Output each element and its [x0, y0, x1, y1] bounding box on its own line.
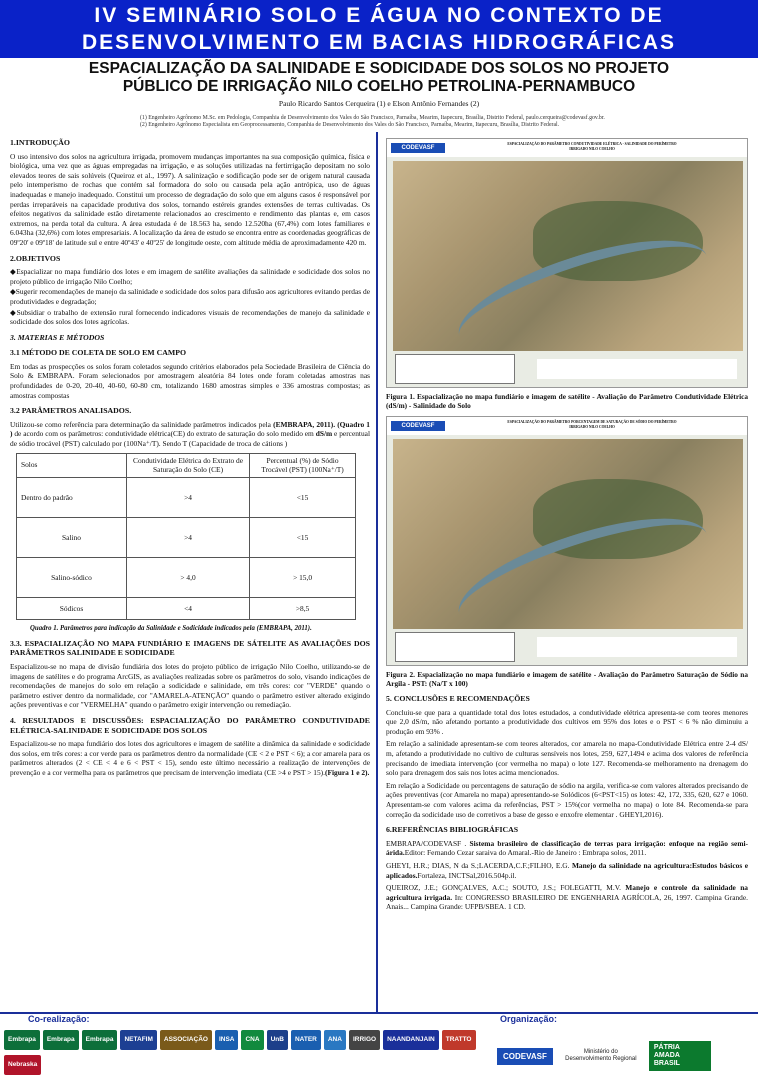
naandanjain-logo: NAANDANJAIN	[383, 1030, 439, 1050]
table-row	[17, 517, 356, 557]
reference-2	[386, 861, 748, 880]
table-header: Condutividade Elétrica do Extrato de Saturação do Solo (CE)	[127, 453, 250, 477]
table-row	[17, 477, 356, 517]
methods-text1: Em todas as prospecções os solos foram coletados segundo critérios elaborados pela Sociedade Brasileira de Ciência do Solo & EMBRAPA. Foram selecionados por amostragem aleatória 84 lotes onde foram coletadas amostras nas profundidades de 0-20, 20-40, 40-60, 60-80 cm, totalizando 1680 amostras simples e 336 amostras compostas; as amostras compostas	[10, 361, 370, 400]
intro-heading: 1.INTRODUÇÃO	[10, 138, 70, 147]
title-line-1: ESPACIALIZAÇÃO DA SALINIDADE E SODICIDADE DOS SOLOS NO PROJETO	[88, 60, 670, 77]
left-column	[10, 132, 370, 781]
embrapa-logo: Embrapa	[43, 1030, 79, 1050]
authors: Paulo Ricardo Santos Cerqueira (1) e Elson Antônio Fernandes (2)	[278, 99, 480, 108]
text-span: de acordo com os parâmetros: condutividade elétrica(CE) do extrato de saturação do solo medido em	[12, 429, 316, 439]
objective-item: ◆Subsidiar o trabalho de extensão rural fornecendo indicadores visuais de recomendações de manejo da salinidade e sodicidade dos solos dos lotes agrícolas.	[10, 307, 370, 327]
table-cell: >4	[127, 517, 250, 557]
references-heading: 6.REFERÊNCIAS BIBLIOGRÁFICAS	[386, 825, 519, 835]
text-span: Editor: Fernando Cezar saraiva do Amaral.-Rio de Janeiro : Embrapa solos, 2011.	[404, 848, 647, 858]
text-span: In: CONGRESSO BRASILEIRO DE ENGENHARIA AGRÍCOLA, 26, 1997. Campina Grande. Anais... Campina Grande: UFPB/SBEA. 1 CD.	[386, 892, 749, 912]
section33-text: Espacializou-se no mapa de divisão fundiária dos lotes do projeto público de irrigação Nilo Coelho, utilizando-se de imagens de satélites e do programa ArcGIS, as avaliações realizadas sobre os parâmetros do solo, visando indicações de recomendações de manejos do solo em relação a sodicidade e salinidade, em três cores: cor "VERDE" quando o parâmetro estiver dentro da normalidade, cor "AMARELA-ATENÇÃO" quando o parâmetro estiver alterado exigindo ações preventivas e cor "VERMELHA" quando o parâmetro exigir intervenção ou remediação.	[10, 662, 370, 710]
table-caption: Quadro 1. Parâmetros para indicação da Salinidade e Sodicidade indicados pela (EMBRAPA, 2011).	[30, 624, 312, 632]
parameters-table	[16, 453, 356, 620]
figure-reference: (Figura 1 e 2).	[325, 767, 370, 777]
partner-logos	[4, 1030, 489, 1076]
organization-label: Organização:	[500, 1014, 558, 1024]
table-cell: <15	[250, 517, 356, 557]
table-cell: Sódicos	[17, 597, 127, 619]
cna-logo: CNA	[241, 1030, 263, 1050]
figure-1-caption: Figura 1. Espacialização no mapa fundiário e imagem de satélite - Avaliação do Parâmetro Condutividade Elétrica (dS/m) - Salinidade do Solo	[386, 392, 748, 410]
text-span: Utilizou-se como referência para determinação da salinidade parâmetros indicados pela	[10, 419, 274, 429]
methods-heading: 3. MATERIAS E MÉTODOS	[10, 332, 105, 342]
text-span-bold: Manejo da salinidade na agricultura:Estudos básicos e aplicados.	[386, 860, 748, 880]
conclusions-p2: Em relação a salinidade apresentam-se com teores alterados, cor amarela no mapa-Condutividade Elétrica entre 2-4 dS/ m, afetando a produtividade no cultivo de culturas sensíveis nos lotes, 259, 627,1494 e acima dos valores de referência precisando de imediata intervenção (cor vermelha no mapa) o lote 127. Recomenda-se melhoramento na drenagem do solo para drenagem dos sais nos lotes acima mencionados.	[386, 739, 748, 778]
table-cell: >4	[127, 477, 250, 517]
ministry-logo: Ministério do Desenvolvimento Regional	[565, 1049, 637, 1062]
map-title: ESPACIALIZAÇÃO DO PARÂMETRO CONDUTIVIDADE ELÉTRICA - SALINIDADE DO PERÍMETRO IRRIGADO NILO COELHO	[507, 142, 677, 151]
text-span: QUEIROZ, J.E.; GONÇALVES, A.C.; SOUTO, J.S.; FOLEGATTI, M.V.	[386, 883, 626, 893]
table-cell: >8,5	[250, 597, 356, 619]
table-row	[17, 557, 356, 597]
text-span-bold: dS/m	[315, 429, 333, 439]
table-row	[17, 597, 356, 619]
nater-logo: NATER	[291, 1030, 321, 1050]
organizer-logos	[497, 1038, 755, 1074]
codevasf-logo: CODEVASF	[497, 1048, 553, 1065]
objectives-heading: 2.OBJETIVOS	[10, 253, 61, 263]
right-column	[386, 132, 748, 915]
netafim-logo: NETAFIM	[120, 1030, 156, 1050]
map-credits	[537, 359, 737, 379]
table-header-row	[17, 453, 356, 477]
table-cell: > 4,0	[127, 557, 250, 597]
table-cell: Dentro do padrão	[17, 477, 127, 517]
affiliations	[140, 115, 750, 129]
poster-title	[0, 60, 758, 96]
banner-line-2: DESENVOLVIMENTO EM BACIAS HIDROGRÁFICAS	[81, 31, 677, 54]
text-span-bold: Manejo e controle da salinidade na agricultura irrigada.	[386, 883, 749, 902]
text-span-bold: Sistema brasileiro de classificação de terras para irrigação: enfoque na região semi-árida.	[386, 838, 748, 858]
objective-item: ◆Espacializar no mapa fundiário dos lotes e em imagem de satélite avaliações da salinidade e sodicidade dos solos no projeto público de irrigação Nilo Coelho;	[10, 267, 370, 286]
conclusions-p3: Em relação a Sodicidade ou percentagens de saturação de sódio na argila, verifica-se com valores alterados precisando de ações preventivas (cor Amarela no mapa) apresentando-se Solódicos (6<PST<15) os lotes: 42, 172, 335, 620, 627 e 1060. Apresentam-se com valores acima da referências, PST > 15%(cor vermelha no mapa) o lote 84. Recomenda-se para correção da sodicidade uso de corretivos a base de gesso e enxofre elementar . GHEYI,2016).	[386, 780, 748, 819]
co-realization-label: Co-realização:	[28, 1014, 90, 1024]
methods-sub2: 3.2 PARÂMETROS ANALISADOS.	[10, 406, 132, 416]
methods-text2	[10, 420, 370, 449]
text-span: EMBRAPA/CODEVASF .	[386, 838, 470, 848]
methods-sub1: 3.1 MÉTODO DE COLETA DE SOLO EM CAMPO	[10, 348, 187, 358]
banner-line-1: IV SEMINÁRIO SOLO E ÁGUA NO CONTEXTO DE	[94, 4, 664, 27]
table-cell: > 15,0	[250, 557, 356, 597]
tratto-logo: TRATTO	[442, 1030, 476, 1050]
figure-2-caption: Figura 2. Espacialização no mapa fundiário e imagem de satélite - Avaliação do Parâmetro Saturação de Sódio na Argila - PST: (Na/T x 100)	[386, 670, 748, 688]
text-span: e percentual de sódio trocável (PST) calculado por (100Na⁺/T). Sendo T (Capacidade de troca de cátions )	[10, 429, 370, 449]
codevasf-logo: CODEVASF	[391, 421, 445, 431]
reference-1	[386, 839, 748, 858]
column-divider	[376, 132, 378, 1012]
embrapa-logo: Embrapa	[4, 1030, 40, 1050]
results-text	[10, 739, 370, 777]
satellite-image	[393, 439, 743, 629]
map-legend	[395, 354, 515, 384]
association-logo: ASSOCIAÇÃO	[160, 1030, 212, 1050]
text-span: Fortaleza, INCTSal,2016.504p.il.	[417, 870, 517, 880]
unb-logo: UnB	[267, 1030, 288, 1050]
conclusions-p1: Concluiu-se que para a quantidade total dos lotes estudados, a condutividade elétrica apresenta-se com teores menores que 2,0 dS/m, não afetando portanto a produtividade dos cultivos em 95% dos lotes e o PST < 6 % não diminuiu a produção em 93% .	[386, 707, 748, 736]
reference-3	[386, 883, 748, 912]
text-span: GHEYI, H.R.; DIAS, N da S.;LACERDA,C.F.;FILHO, E.G.	[386, 860, 572, 870]
satellite-image	[393, 161, 743, 351]
text-span: Espacializou-se no mapa fundiário dos lotes dos agricultores e imagem de satélite a dinâmica da salinidade e sodicidade dos solos, em três cores: a cor verde para os parâmetros dentro da normalidade (CE < 2 e PST < 6); a cor amarela para os parâmetros alterados (2 < CE < 4 e 6 < PST < 15), sendo este último necessário a realização de intervenções de prevenção e a cor vermelha para os parâmetros que precisam de intervenção imediata (CE >4 e PST > 15).	[10, 739, 370, 777]
title-line-2: PÚBLICO DE IRRIGAÇÃO NILO COELHO PETROLINA-PERNAMBUCO	[122, 78, 636, 95]
intro-text: O uso intensivo dos solos na agricultura irrigada, promovem mudanças importantes na sua composição química, física e biológica, uma vez que as águas empregadas na irrigação, e as soluções utilizadas na fertirrigação depositam no solo elevados teores de sais solúveis (Queiroz et al., 1997). A salinização e sodificação pode ser de origem natural causada pelo intemperismo de rochas que contém sal formadora do solo ou causada pela ação antrópica, uso de águas inadequadas e manejo inadequado. Constitui um processo de degradação do solo que em alguns casos é responsável por perdas irreparáveis na capacidade produtiva dos solos, tornando estéreis grandes extensões de terras cultivadas. Os efeitos negativos da salinidade estão diretamente relacionados ao crescimento e rendimento das plantas e, em casos extremos, na perda total da cultura. A área estudada é de 18.563 ha, sendo 12.520ha (67,4%) com lotes familiares e 6.043ha (32,6%) com lotes empresariais. A localização da área de estudo se encontra entre as coordenadas geográficas de 09º20' e 09º18' de latitude sul e entre 40º43' e 40º25' de longitude oeste, com altitude média de aproximadamente 420 m.	[10, 151, 370, 247]
table-cell: Salino	[17, 517, 127, 557]
conclusions-heading: 5. CONCLUSÕES E RECOMENDAÇÕES	[386, 694, 530, 703]
section33-heading: 3.3. ESPACIALIZAÇÃO NO MAPA FUNDIÁRIO E IMAGENS DE SÁTELITE AS AVALIAÇÕES DOS PARÂMETROS SALINIDADE E SODICIDADE	[10, 638, 370, 658]
ana-logo: ANA	[324, 1030, 346, 1050]
text-span-bold: (EMBRAPA, 2011). (Quadro 1 )	[10, 419, 370, 439]
insa-logo: INSA	[215, 1030, 239, 1050]
affiliation-1: (1) Engenheiro Agrônomo M.Sc. em Pedologia, Companhia de Desenvolvimento dos Vales do São Francisco, Parnaíba, Mearim, Itapecuru, Brasília, Distrito Federal, paulo.cerqueira@codevasf.gov.br.	[140, 115, 605, 121]
results-heading: 4. RESULTADOS E DISCUSSÕES: ESPACIALIZAÇÃO DO PARÂMETRO CONDUTIVIDADE ELÉTRICA-SALINIDADE E SODICIDADE DOS SOLOS	[10, 715, 370, 735]
figure-2-map	[386, 416, 748, 666]
affiliation-2: (2) Engenheiro Agrônomo Especialista em Geoprocessamento, Companhia de Desenvolvimento dos Vales do São Francisco, Parnaíba, Mearim, Itapecuru, Brasília, Distrito Federal.	[140, 122, 560, 128]
figure-1-map	[386, 138, 748, 388]
table-cell: <15	[250, 477, 356, 517]
table-cell: <4	[127, 597, 250, 619]
objectives-list	[10, 267, 370, 327]
irrigo-logo: IRRIGO	[349, 1030, 380, 1050]
table-cell: Salino-sódico	[17, 557, 127, 597]
seminar-banner	[0, 0, 758, 58]
objective-item: ◆Sugerir recomendações de manejo da salinidade e sodicidade dos solos para difusão aos agricultores evitando perdas de produtividades e degradação;	[10, 287, 370, 306]
map-title: ESPACIALIZAÇÃO DO PARÂMETRO PORCENTAGEM DE SATURAÇÃO DE SÓDIO DO PERÍMETRO IRRIGADO NILO COELHO	[507, 420, 677, 429]
table-header: Percentual (%) de Sódio Trocável (PST) (100Na⁺/T)	[250, 453, 356, 477]
table-header: Solos	[17, 453, 127, 477]
codevasf-logo: CODEVASF	[391, 143, 445, 153]
map-credits	[537, 637, 737, 657]
brasil-logo: PÁTRIA AMADA BRASIL	[649, 1041, 711, 1071]
footer-separator	[0, 1012, 758, 1014]
nebraska-logo: Nebraska	[4, 1055, 41, 1075]
map-legend	[395, 632, 515, 662]
embrapa-logo: Embrapa	[82, 1030, 118, 1050]
